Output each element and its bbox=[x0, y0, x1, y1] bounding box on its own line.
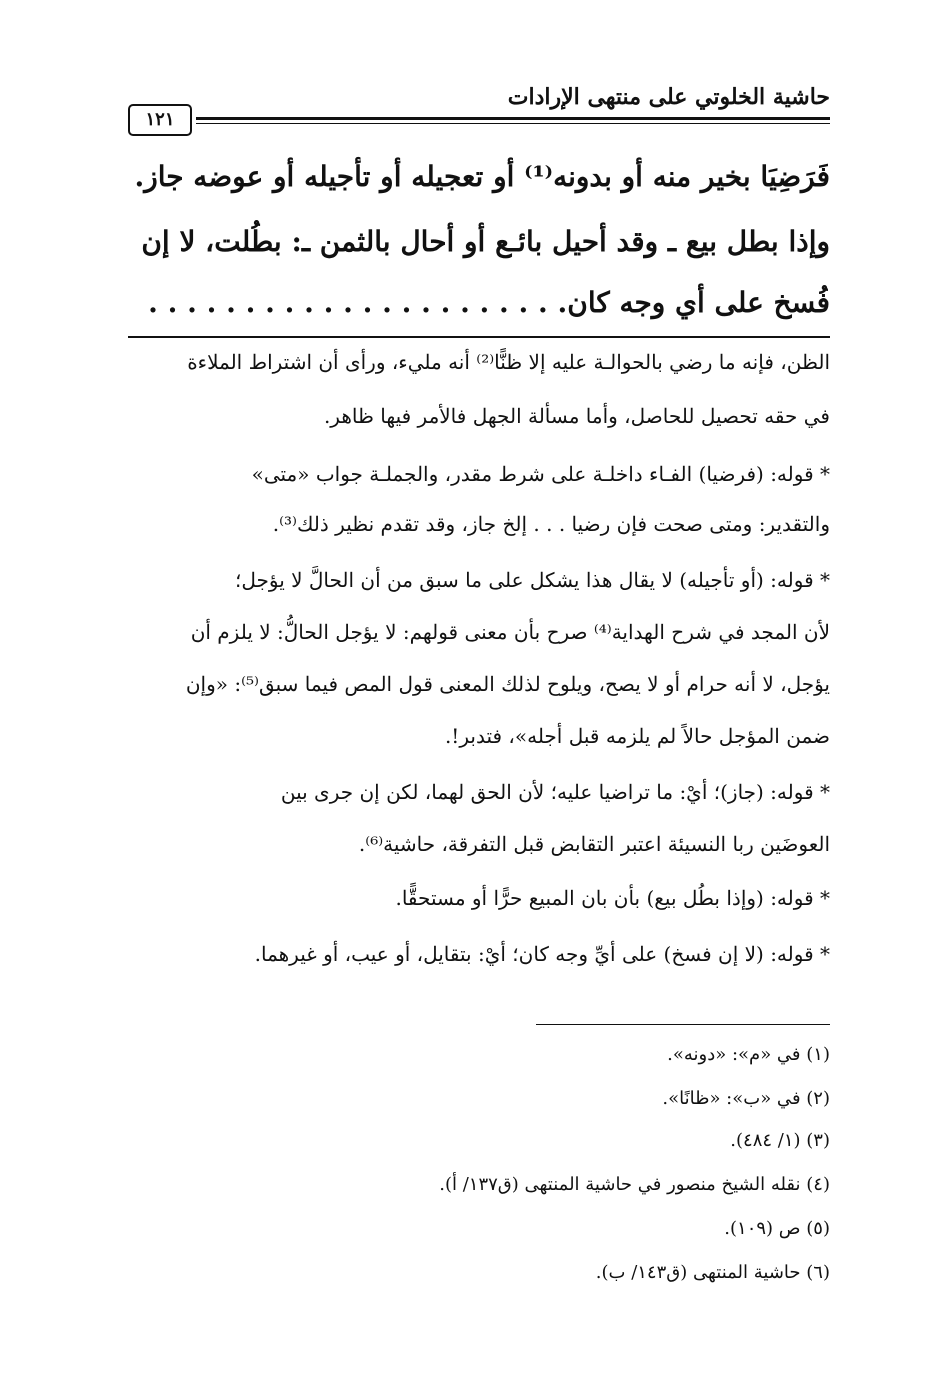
footnote: (٦) حاشية المنتهى (ق١٤٣/ ب). bbox=[595, 1262, 830, 1283]
header-rule-thick bbox=[196, 117, 830, 120]
commentary-line: يؤجل، لا أنه حرام أو لا يصح، ويلوح لذلك المعنى قول المص فيما سبق⁽⁵⁾: «وإن bbox=[185, 672, 830, 696]
main-text-line: فَرَضِيَا بخير منه أو بدونه⁽¹⁾ أو تعجيله أو تأجيله أو عوضه جاز. bbox=[134, 160, 830, 193]
footnote: (١) في «م»: «دونه». bbox=[667, 1044, 830, 1065]
main-text-line: وإذا بطل بيع ـ وقد أحيل بائـع أو أحال بالثمن ـ: بطُلت، لا إن bbox=[141, 225, 830, 258]
text-commentary-divider bbox=[128, 336, 830, 338]
footnote-divider bbox=[536, 1024, 830, 1025]
page-number-box: ١٢١ bbox=[128, 104, 192, 136]
main-text-line: فُسخ على أي وجه كان. . . . . . . . . . . . . . . . . . . . . . bbox=[148, 286, 830, 319]
commentary-line: لأن المجد في شرح الهداية⁽⁴⁾ صرح بأن معنى قولهم: لا يؤجل الحالُّ: لا يلزم أن bbox=[190, 620, 830, 644]
commentary-line: * قوله: (لا إن فسخ) على أيِّ وجه كان؛ أيْ: بتقايل، أو عيب، أو غيرهما. bbox=[254, 942, 830, 966]
commentary-line: الظن، فإنه ما رضي بالحوالـة عليه إلا ظنًّا⁽²⁾ أنه مليء، ورأى أن اشتراط الملاءة bbox=[187, 350, 830, 374]
commentary-line: * قوله: (جاز)؛ أيْ: ما تراضيا عليه؛ لأن الحق لهما، لكن إن جرى بين bbox=[280, 780, 830, 804]
commentary-line: في حقه تحصيل للحاصل، وأما مسألة الجهل فالأمر فيها ظاهر. bbox=[323, 404, 830, 428]
commentary-line: العوضَين ربا النسيئة اعتبر التقابض قبل التفرقة، حاشية⁽⁶⁾. bbox=[358, 832, 830, 856]
commentary-line: * قوله: (فرضيا) الفـاء داخلـة على شرط مقدر، والجملـة جواب «متى» bbox=[251, 462, 830, 486]
footnote: (٣) (١/ ٤٨٤). bbox=[730, 1130, 830, 1151]
commentary-line: * قوله: (وإذا بطُل بيع) بأن بان المبيع حرًّا أو مستحقًّا. bbox=[395, 886, 830, 910]
commentary-line: والتقدير: ومتى صحت فإن رضيا . . . إلخ جاز، وقد تقدم نظير ذلك⁽³⁾. bbox=[272, 512, 830, 536]
footnote: (٥) ص (١٠٩). bbox=[724, 1218, 830, 1239]
commentary-line: ضمن المؤجل حالاً لم يلزمه قبل أجله»، فتدبر!. bbox=[444, 724, 830, 748]
footnote: (٤) نقله الشيخ منصور في حاشية المنتهى (ق١٣٧/ أ). bbox=[439, 1174, 830, 1195]
header-rule-thin bbox=[196, 123, 830, 124]
commentary-line: * قوله: (أو تأجيله) لا يقال هذا يشكل على ما سبق من أن الحالَّ لا يؤجل؛ bbox=[235, 568, 830, 592]
running-header-title: حاشية الخلوتي على منتهى الإرادات bbox=[507, 84, 830, 110]
footnote: (٢) في «ب»: «ظانًا». bbox=[662, 1088, 830, 1109]
